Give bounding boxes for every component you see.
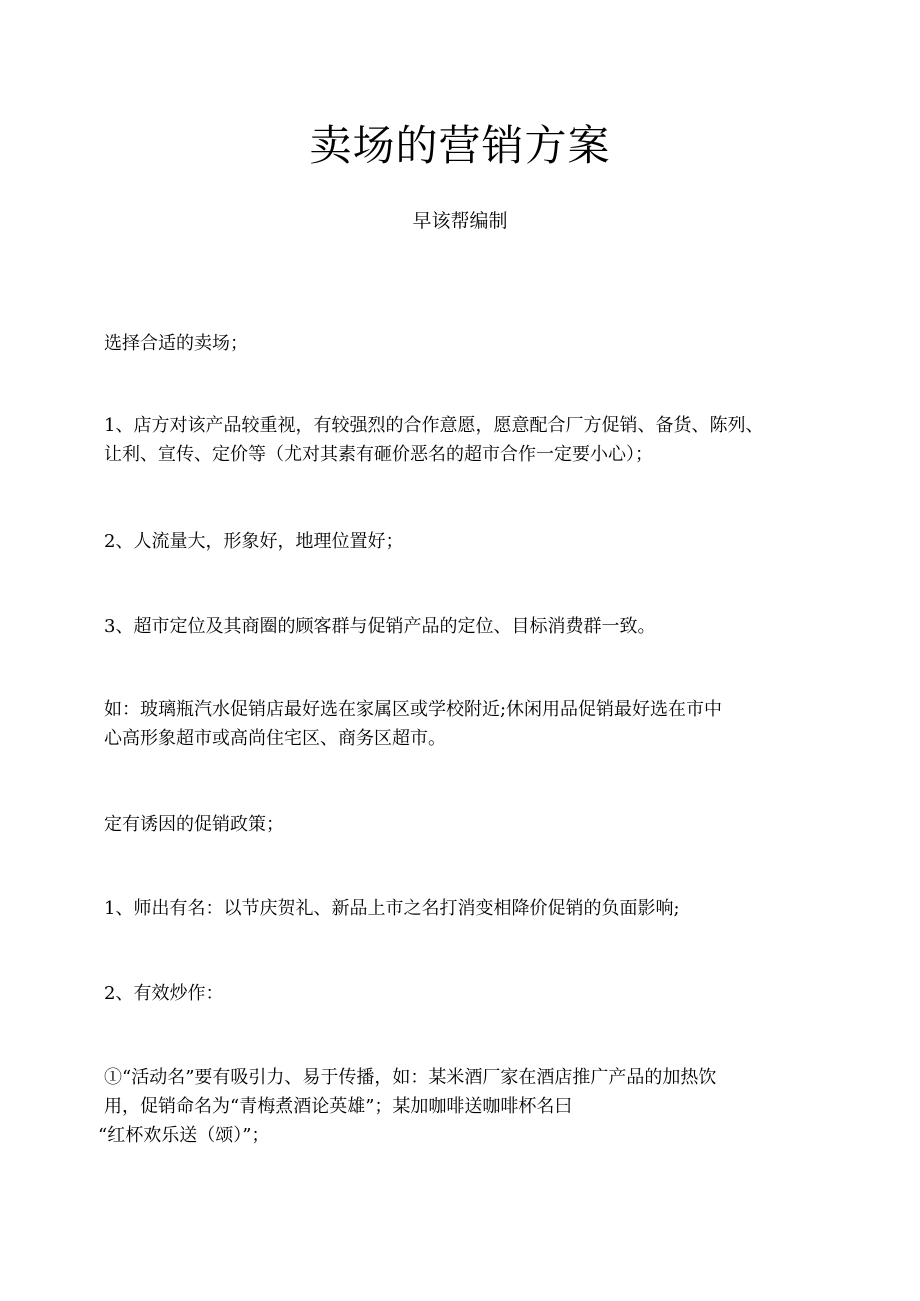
paragraph-line: 如：玻璃瓶汽水促销店最好选在家属区或学校附近;休闲用品促销最好选在市中 (104, 699, 723, 720)
paragraph-line: 心高形象超市或高尚住宅区、商务区超市。 (104, 728, 446, 749)
paragraph-line: 2、有效炒作： (104, 983, 224, 1004)
paragraph-choose-store-heading (104, 329, 834, 358)
paragraph-policy-sub-point-1 (98, 1063, 834, 1150)
paragraph-line: 1、店方对该产品较重视，有较强烈的合作意愿，愿意配合厂方促销、备货、陈列、 (104, 415, 764, 436)
paragraph-policy-point-2 (104, 979, 834, 1008)
paragraph-choose-store-point-2 (104, 527, 834, 556)
paragraph-example (104, 695, 834, 753)
paragraph-line: 1、师出有名：以节庆贺礼、新品上市之名打消变相降价促销的负面影响; (104, 898, 680, 919)
document-subtitle: 早该帮编制 (412, 210, 508, 232)
paragraph-policy-heading (104, 810, 834, 839)
document-title: 卖场的营销方案 (309, 121, 611, 170)
paragraph-line: 选择合适的卖场； (104, 333, 248, 354)
paragraph-choose-store-point-3 (104, 612, 834, 641)
paragraph-line: ①“活动名”要有吸引力、易于传播，如：某米酒厂家在酒店推广产品的加热饮 (104, 1067, 717, 1088)
paragraph-choose-store-point-1 (104, 411, 834, 469)
paragraph-policy-point-1 (104, 894, 834, 923)
paragraph-line: 用，促销命名为“青梅煮酒论英雄”；某加咖啡送咖啡杯名曰 (104, 1096, 573, 1117)
paragraph-line: “红杯欢乐送（颂）”； (98, 1125, 270, 1146)
paragraph-line: 3、超市定位及其商圈的顾客群与促销产品的定位、目标消费群一致。 (104, 616, 656, 637)
paragraph-line: 定有诱因的促销政策； (104, 814, 284, 835)
paragraph-line: 让利、宣传、定价等（尤对其素有砸价恶名的超市合作一定要小心）； (104, 444, 653, 465)
paragraph-line: 2、人流量大，形象好，地理位置好； (104, 531, 404, 552)
